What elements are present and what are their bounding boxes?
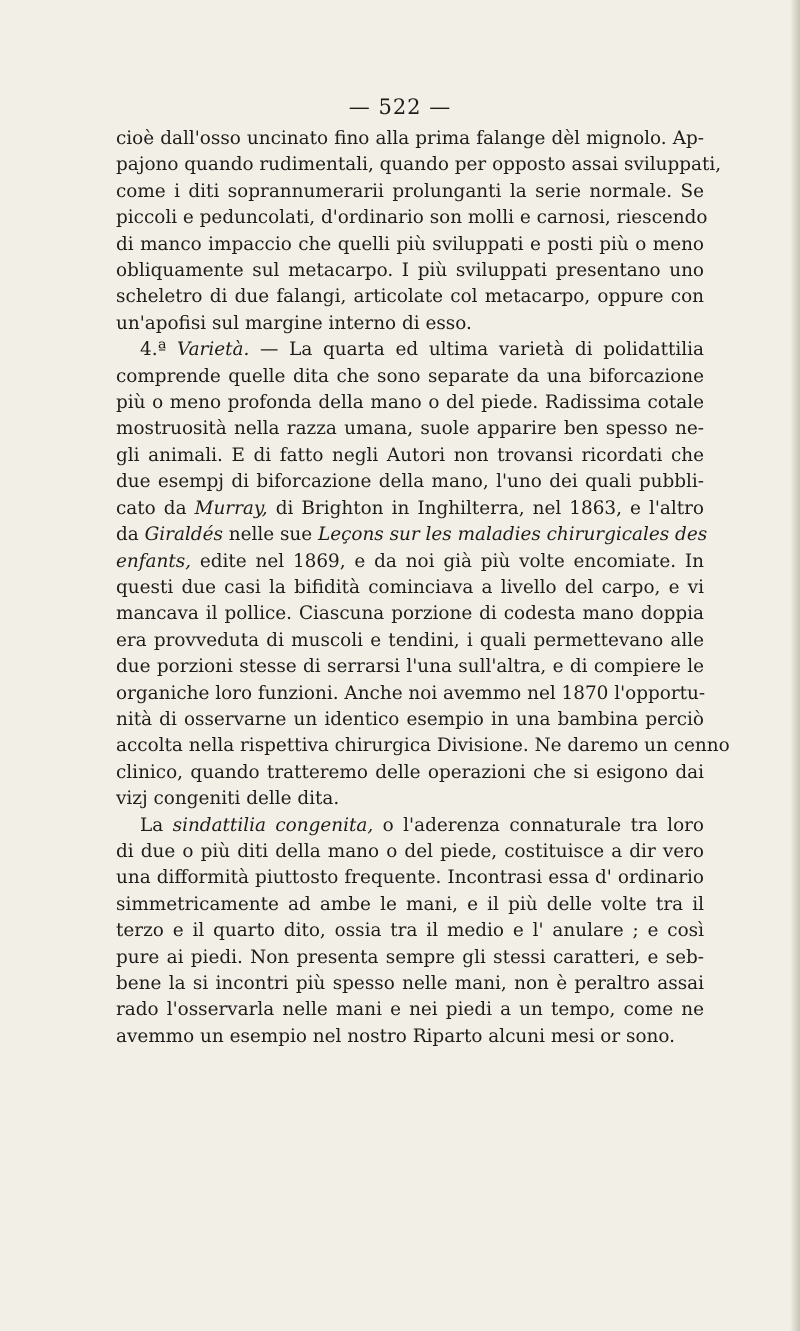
text-segment: due porzioni stesse di serrarsi l'una sull'altra, e di compiere le (116, 656, 704, 678)
text-line (116, 601, 704, 627)
text-line (116, 232, 704, 258)
text-segment: pure ai piedi. Non presenta sempre gli stessi caratteri, e seb- (116, 946, 704, 968)
text-segment: clinico, quando tratteremo delle operazioni che si esigono dai (116, 761, 704, 783)
text-line (116, 839, 704, 865)
text-line (116, 443, 704, 469)
text-line (116, 707, 704, 733)
text-segment: bene la si incontri più spesso nelle mani, non è peraltro assai (116, 973, 704, 994)
text-segment: come i diti soprannumerarii prolunganti la serie normale. Se (116, 180, 704, 202)
text-segment: mancava il pollice. Ciascuna porzione di codesta mano doppia (116, 603, 704, 625)
text-line (116, 892, 704, 918)
text-segment: pajono quando rudimentali, quando per opposto assai sviluppati, (116, 154, 722, 176)
text-segment: era provveduta di muscoli e tendini, i quali permettevano alle (116, 629, 704, 651)
text-line (116, 311, 704, 337)
text-line (116, 205, 708, 231)
text-segment: gli animali. E di fatto negli Autori non trovansi ricordati che (116, 444, 704, 466)
text-line (116, 496, 704, 522)
text-line (116, 760, 704, 786)
text-line (116, 813, 704, 839)
italic-text-segment: Giraldés (144, 524, 223, 546)
text-segment: cioè dall'osso uncinato fino alla prima falange dèl mignolo. Ap- (116, 128, 704, 149)
text-line (116, 997, 704, 1023)
text-line (116, 549, 704, 575)
text-segment: — La quarta ed ultima varietà di polidattilia (249, 339, 704, 361)
text-segment: da (116, 524, 145, 546)
text-line (116, 284, 704, 310)
text-segment: vizj congeniti delle dita. (116, 788, 340, 810)
text-line (116, 390, 704, 416)
text-segment: mostruosità nella razza umana, suole apparire ben spesso ne- (116, 418, 704, 440)
italic-text-segment: Leçons sur les maladies chirurgicales des (318, 524, 708, 546)
text-line (116, 733, 730, 759)
text-segment: 4.ª (140, 339, 177, 361)
text-segment: avemmo un esempio nel nostro Riparto alcuni mesi or sono. (116, 1025, 675, 1047)
text-line (116, 945, 704, 971)
text-line (116, 628, 704, 654)
text-segment: terzo e il quarto dito, ossia tra il medio e l' anulare ; e così (116, 920, 704, 942)
text-line (116, 179, 704, 205)
text-segment: più o meno profonda della mano o del piede. Radissima cotale (116, 392, 704, 414)
text-segment: un'apofisi sul margine interno di esso. (116, 312, 472, 334)
italic-text-segment: Murray, (194, 497, 268, 519)
text-segment: di manco impaccio che quelli più sviluppati e posti più o meno (116, 233, 704, 255)
text-segment: di due o più diti della mano o del piede, costituisce a dir vero (116, 840, 704, 862)
text-segment: simmetricamente ad ambe le mani, e il più delle volte tra il (116, 893, 704, 915)
page-edge-shadow (790, 0, 800, 1331)
text-line (116, 918, 704, 944)
text-segment: obliquamente sul metacarpo. I più sviluppati presentano uno (116, 260, 704, 282)
text-line (116, 416, 704, 442)
text-segment: nelle sue (222, 524, 318, 546)
text-segment: questi due casi la bifidità cominciava a livello del carpo, e vi (116, 576, 704, 598)
text-segment: due esempj di biforcazione della mano, l'uno dei quali pubbli- (116, 471, 704, 493)
text-segment: piccoli e peduncolati, d'ordinario son molli e carnosi, riescendo (116, 207, 708, 229)
italic-text-segment: sindattilia congenita, (172, 814, 374, 836)
text-line (116, 786, 704, 812)
text-line (116, 865, 704, 891)
text-segment: scheletro di due falangi, articolate col metacarpo, oppure con (116, 286, 704, 308)
italic-text-segment: Varietà. (177, 339, 250, 361)
text-segment: rado l'osservarla nelle mani e nei piedi a un tempo, come ne (116, 999, 704, 1021)
text-line (116, 654, 704, 680)
text-line (116, 1024, 704, 1050)
text-segment: accolta nella rispettiva chirurgica Divisione. Ne daremo un cenno (116, 735, 730, 757)
text-segment: cato da (116, 497, 195, 519)
text-line (116, 152, 722, 178)
text-segment: o l'aderenza connaturale tra loro (373, 814, 704, 836)
text-line (116, 258, 704, 284)
page-number: — 522 — (348, 95, 452, 119)
text-line (116, 971, 704, 997)
text-line (116, 126, 704, 152)
text-line (116, 469, 704, 495)
text-line (116, 681, 704, 707)
text-segment: nità di osservarne un identico esempio in una bambina perciò (116, 708, 704, 730)
text-segment: una difformità piuttosto frequente. Incontrasi essa d' ordinario (116, 867, 704, 889)
text-line (116, 575, 704, 601)
text-segment: organiche loro funzioni. Anche noi avemmo nel 1870 l'opportu- (116, 682, 706, 704)
body-text (116, 126, 730, 1050)
text-line (116, 337, 704, 363)
text-line (116, 364, 704, 390)
italic-text-segment: enfants, (116, 550, 192, 572)
text-segment: di Brighton in Inghilterra, nel 1863, e l'altro (267, 497, 705, 519)
text-line (116, 522, 708, 548)
text-segment: La (140, 814, 173, 836)
text-segment: edite nel 1869, e da noi già più volte encomiate. In (191, 550, 704, 572)
text-segment: comprende quelle dita che sono separate da una biforcazione (116, 365, 704, 387)
